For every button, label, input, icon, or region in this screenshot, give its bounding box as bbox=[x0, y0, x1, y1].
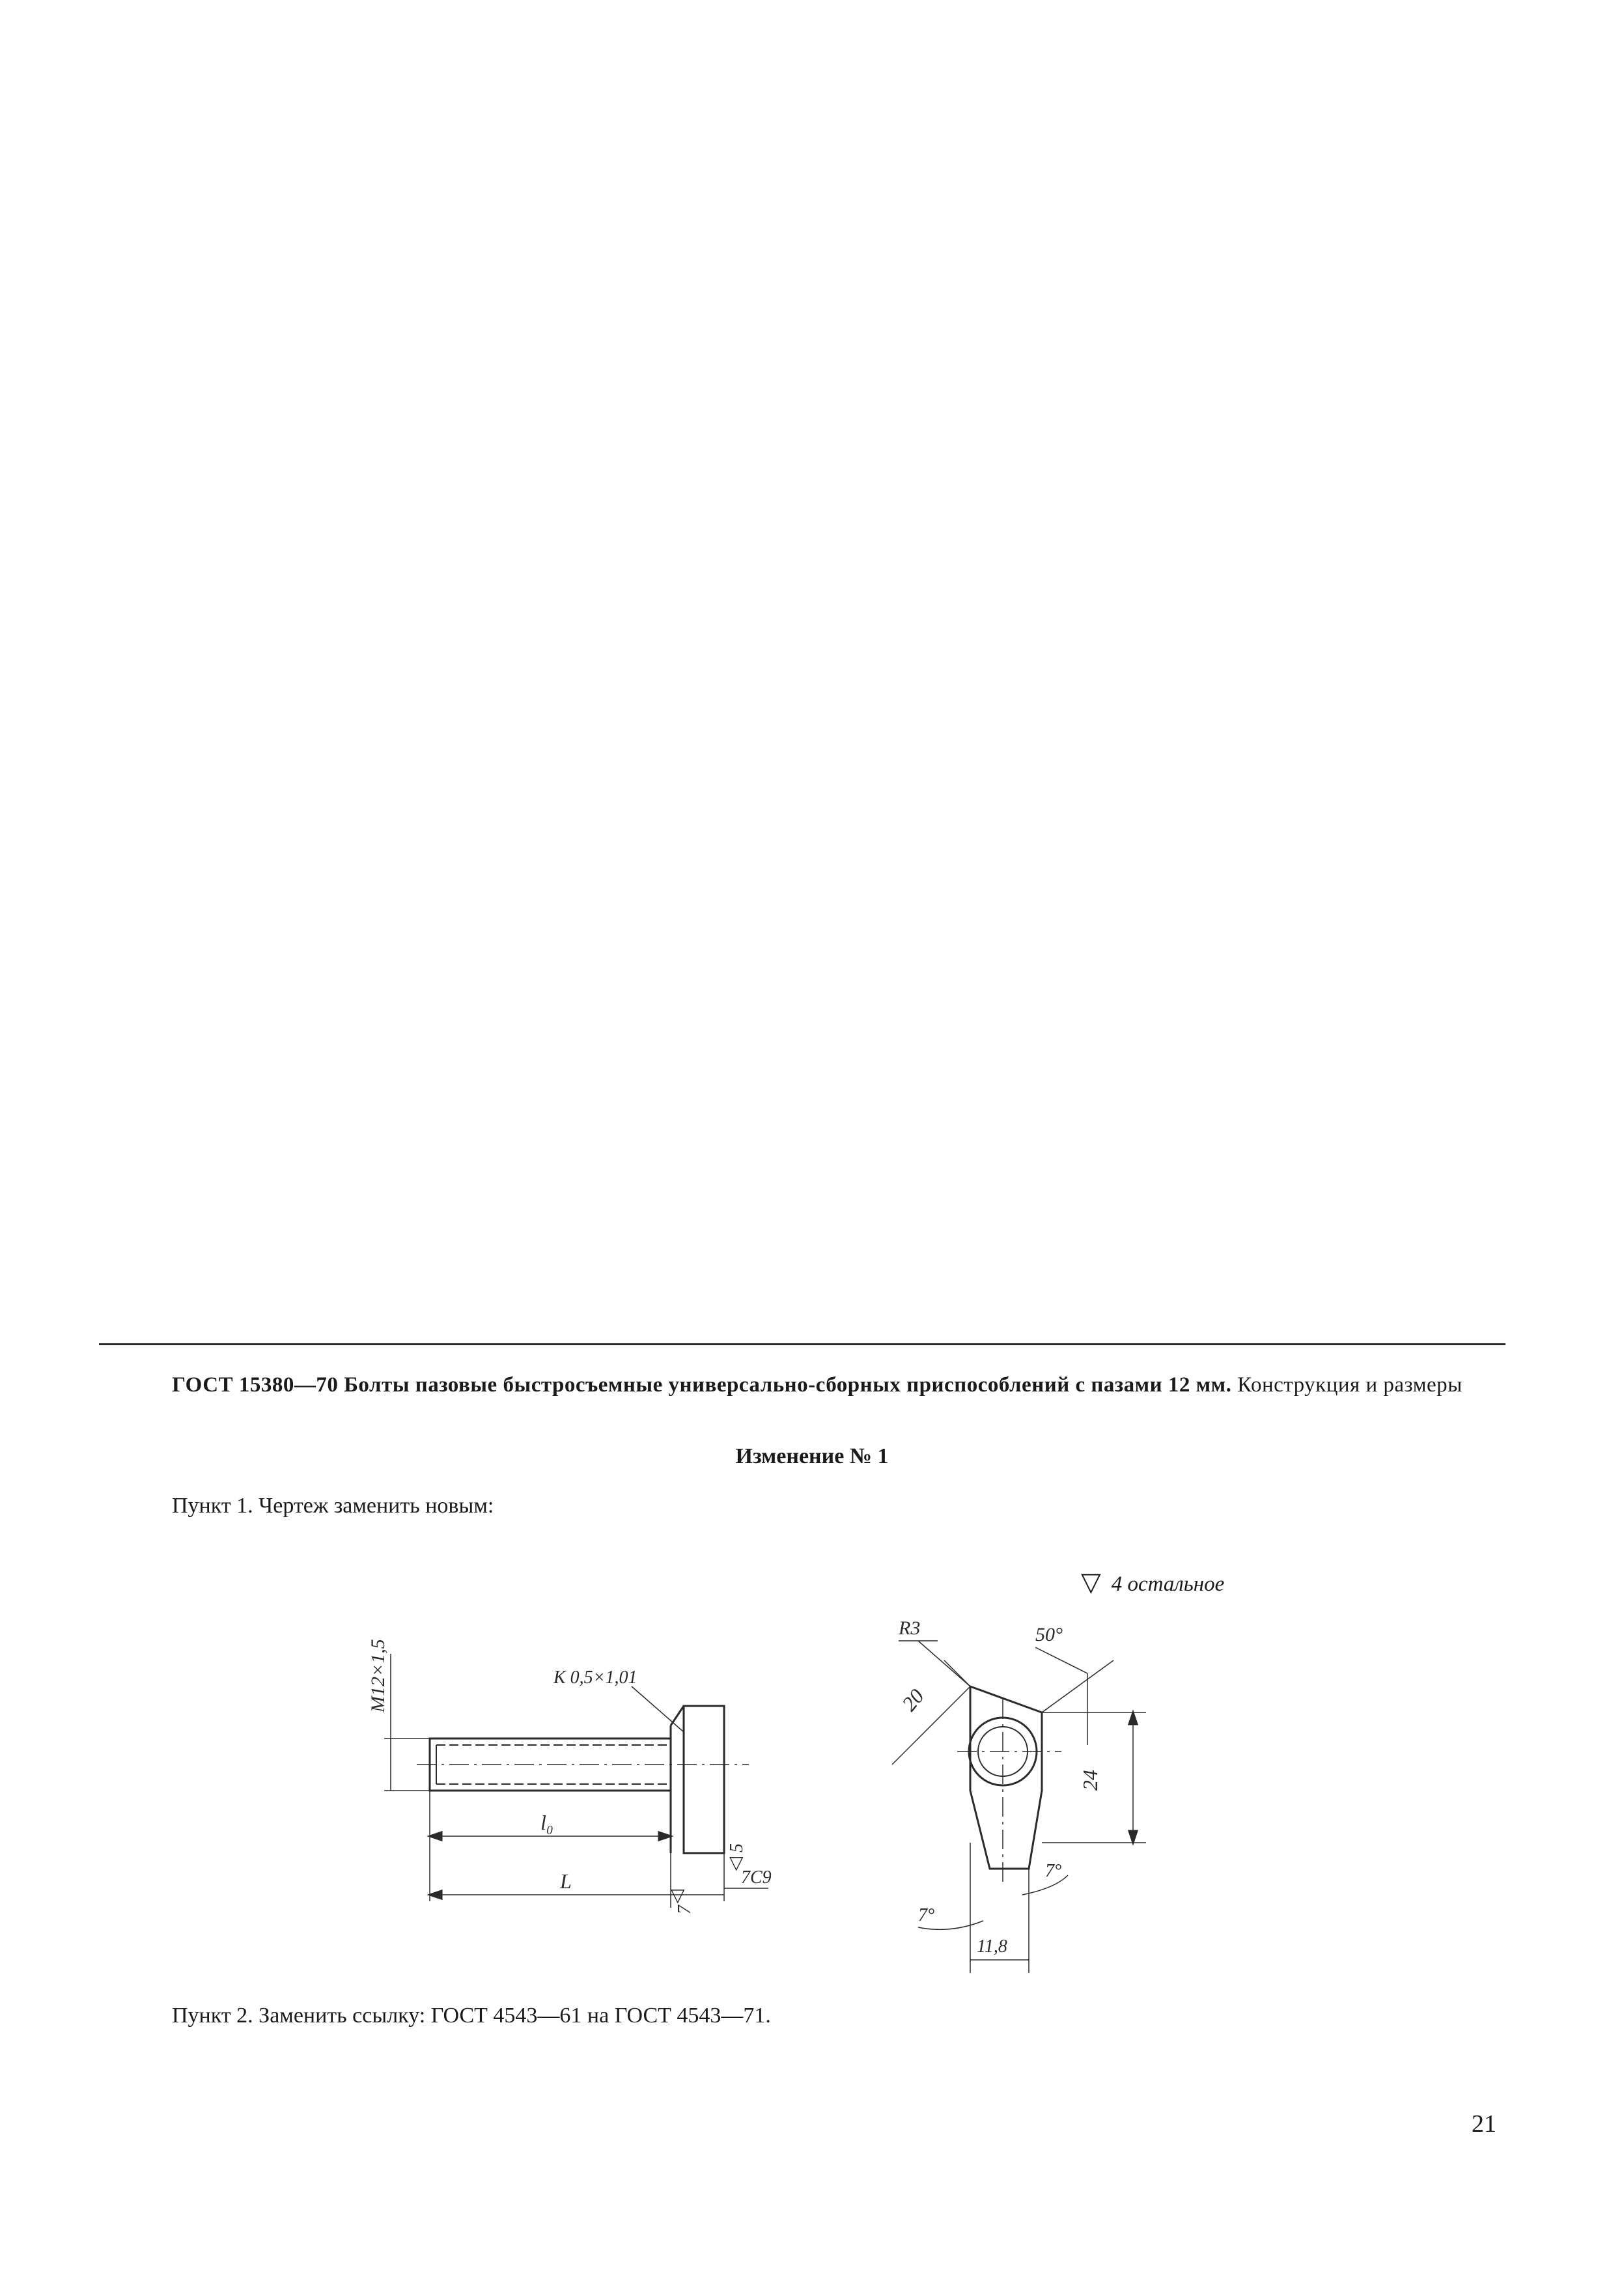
length-lo-label: l₀ bbox=[540, 1811, 554, 1834]
fit-label: 7С9 bbox=[741, 1867, 772, 1888]
width-label: 20 bbox=[897, 1684, 929, 1716]
thread-label: М12×1,5 bbox=[367, 1639, 389, 1712]
angle-top-label: 50° bbox=[1035, 1624, 1063, 1645]
angle-right-label: 7° bbox=[1045, 1861, 1062, 1881]
header-rule bbox=[99, 1343, 1505, 1345]
height-label: 24 bbox=[1078, 1770, 1102, 1791]
surface-mark-5: 5 bbox=[727, 1843, 747, 1852]
surface-mark-7: 7 bbox=[675, 1905, 695, 1914]
surface-note bbox=[1081, 1567, 1224, 1597]
page-number: 21 bbox=[1472, 2110, 1496, 2138]
item-2-text: Пункт 2. Заменить ссылку: ГОСТ 4543—61 на ГОСТ 4543—71. bbox=[172, 2004, 771, 2028]
bolt-head bbox=[684, 1706, 724, 1853]
bolt-side-view bbox=[365, 1628, 772, 1966]
bolt-end-view bbox=[873, 1595, 1159, 1986]
document-title-rest: Конструкция и размеры bbox=[1237, 1373, 1463, 1397]
length-l-label: L bbox=[560, 1869, 572, 1893]
chamfer-label: К 0,5×1,01 bbox=[553, 1668, 637, 1688]
triangle-down-icon: ▽ bbox=[671, 1886, 685, 1906]
item-1-text: Пункт 1. Чертеж заменить новым: bbox=[172, 1494, 494, 1518]
triangle-down-icon: ▽ bbox=[729, 1853, 744, 1873]
document-title-main: ГОСТ 15380—70 Болты пазовые быстросъемные универсально-сборных приспособлений с пазами 12 мм. bbox=[172, 1373, 1232, 1397]
surface-note-text: 4 остальное bbox=[1111, 1572, 1225, 1596]
document-title bbox=[122, 1370, 1505, 1400]
angle-left-label: 7° bbox=[918, 1905, 935, 1925]
radius-label: R3 bbox=[899, 1617, 921, 1639]
amendment-heading: Изменение № 1 bbox=[735, 1444, 889, 1468]
bottom-width-label: 11,8 bbox=[977, 1936, 1007, 1957]
triangle-down-icon: ▽ bbox=[1081, 1567, 1101, 1597]
